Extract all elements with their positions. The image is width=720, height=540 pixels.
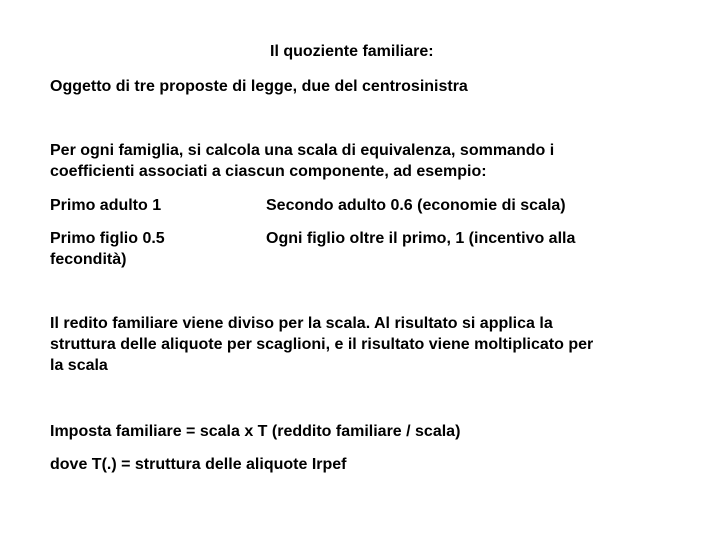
example-label: Primo adulto 1 bbox=[50, 197, 162, 214]
example-second-adult bbox=[266, 195, 686, 216]
paragraph-line: la scala bbox=[50, 357, 108, 374]
formula-note: dove T(.) = struttura delle aliquote Irpef bbox=[50, 456, 347, 473]
paragraph-line: Il redito familiare viene diviso per la scala. Al risultato si applica la bbox=[50, 315, 553, 332]
equivalence-scale-paragraph bbox=[50, 140, 680, 182]
income-division-paragraph bbox=[50, 313, 680, 376]
paragraph-line: Per ogni famiglia, si calcola una scala di equivalenza, sommando i bbox=[50, 142, 555, 159]
paragraph-line: struttura delle aliquote per scaglioni, e il risultato viene moltiplicato per bbox=[50, 336, 594, 353]
tax-formula: Imposta familiare = scala x T (reddito familiare / scala) bbox=[50, 423, 461, 440]
slide-title: Il quoziente familiare: bbox=[270, 43, 434, 60]
example-first-child bbox=[50, 228, 250, 270]
example-additional-children bbox=[266, 228, 686, 249]
example-label: Primo figlio 0.5 bbox=[50, 230, 165, 247]
intro-text: Oggetto di tre proposte di legge, due del centrosinistra bbox=[50, 78, 468, 95]
example-label: Secondo adulto 0.6 (economie di scala) bbox=[266, 197, 566, 214]
example-label: Ogni figlio oltre il primo, 1 (incentivo alla bbox=[266, 230, 576, 247]
example-first-adult bbox=[50, 195, 250, 216]
paragraph-line: coefficienti associati a ciascun componente, ad esempio: bbox=[50, 163, 487, 180]
example-label: fecondità) bbox=[50, 251, 127, 268]
